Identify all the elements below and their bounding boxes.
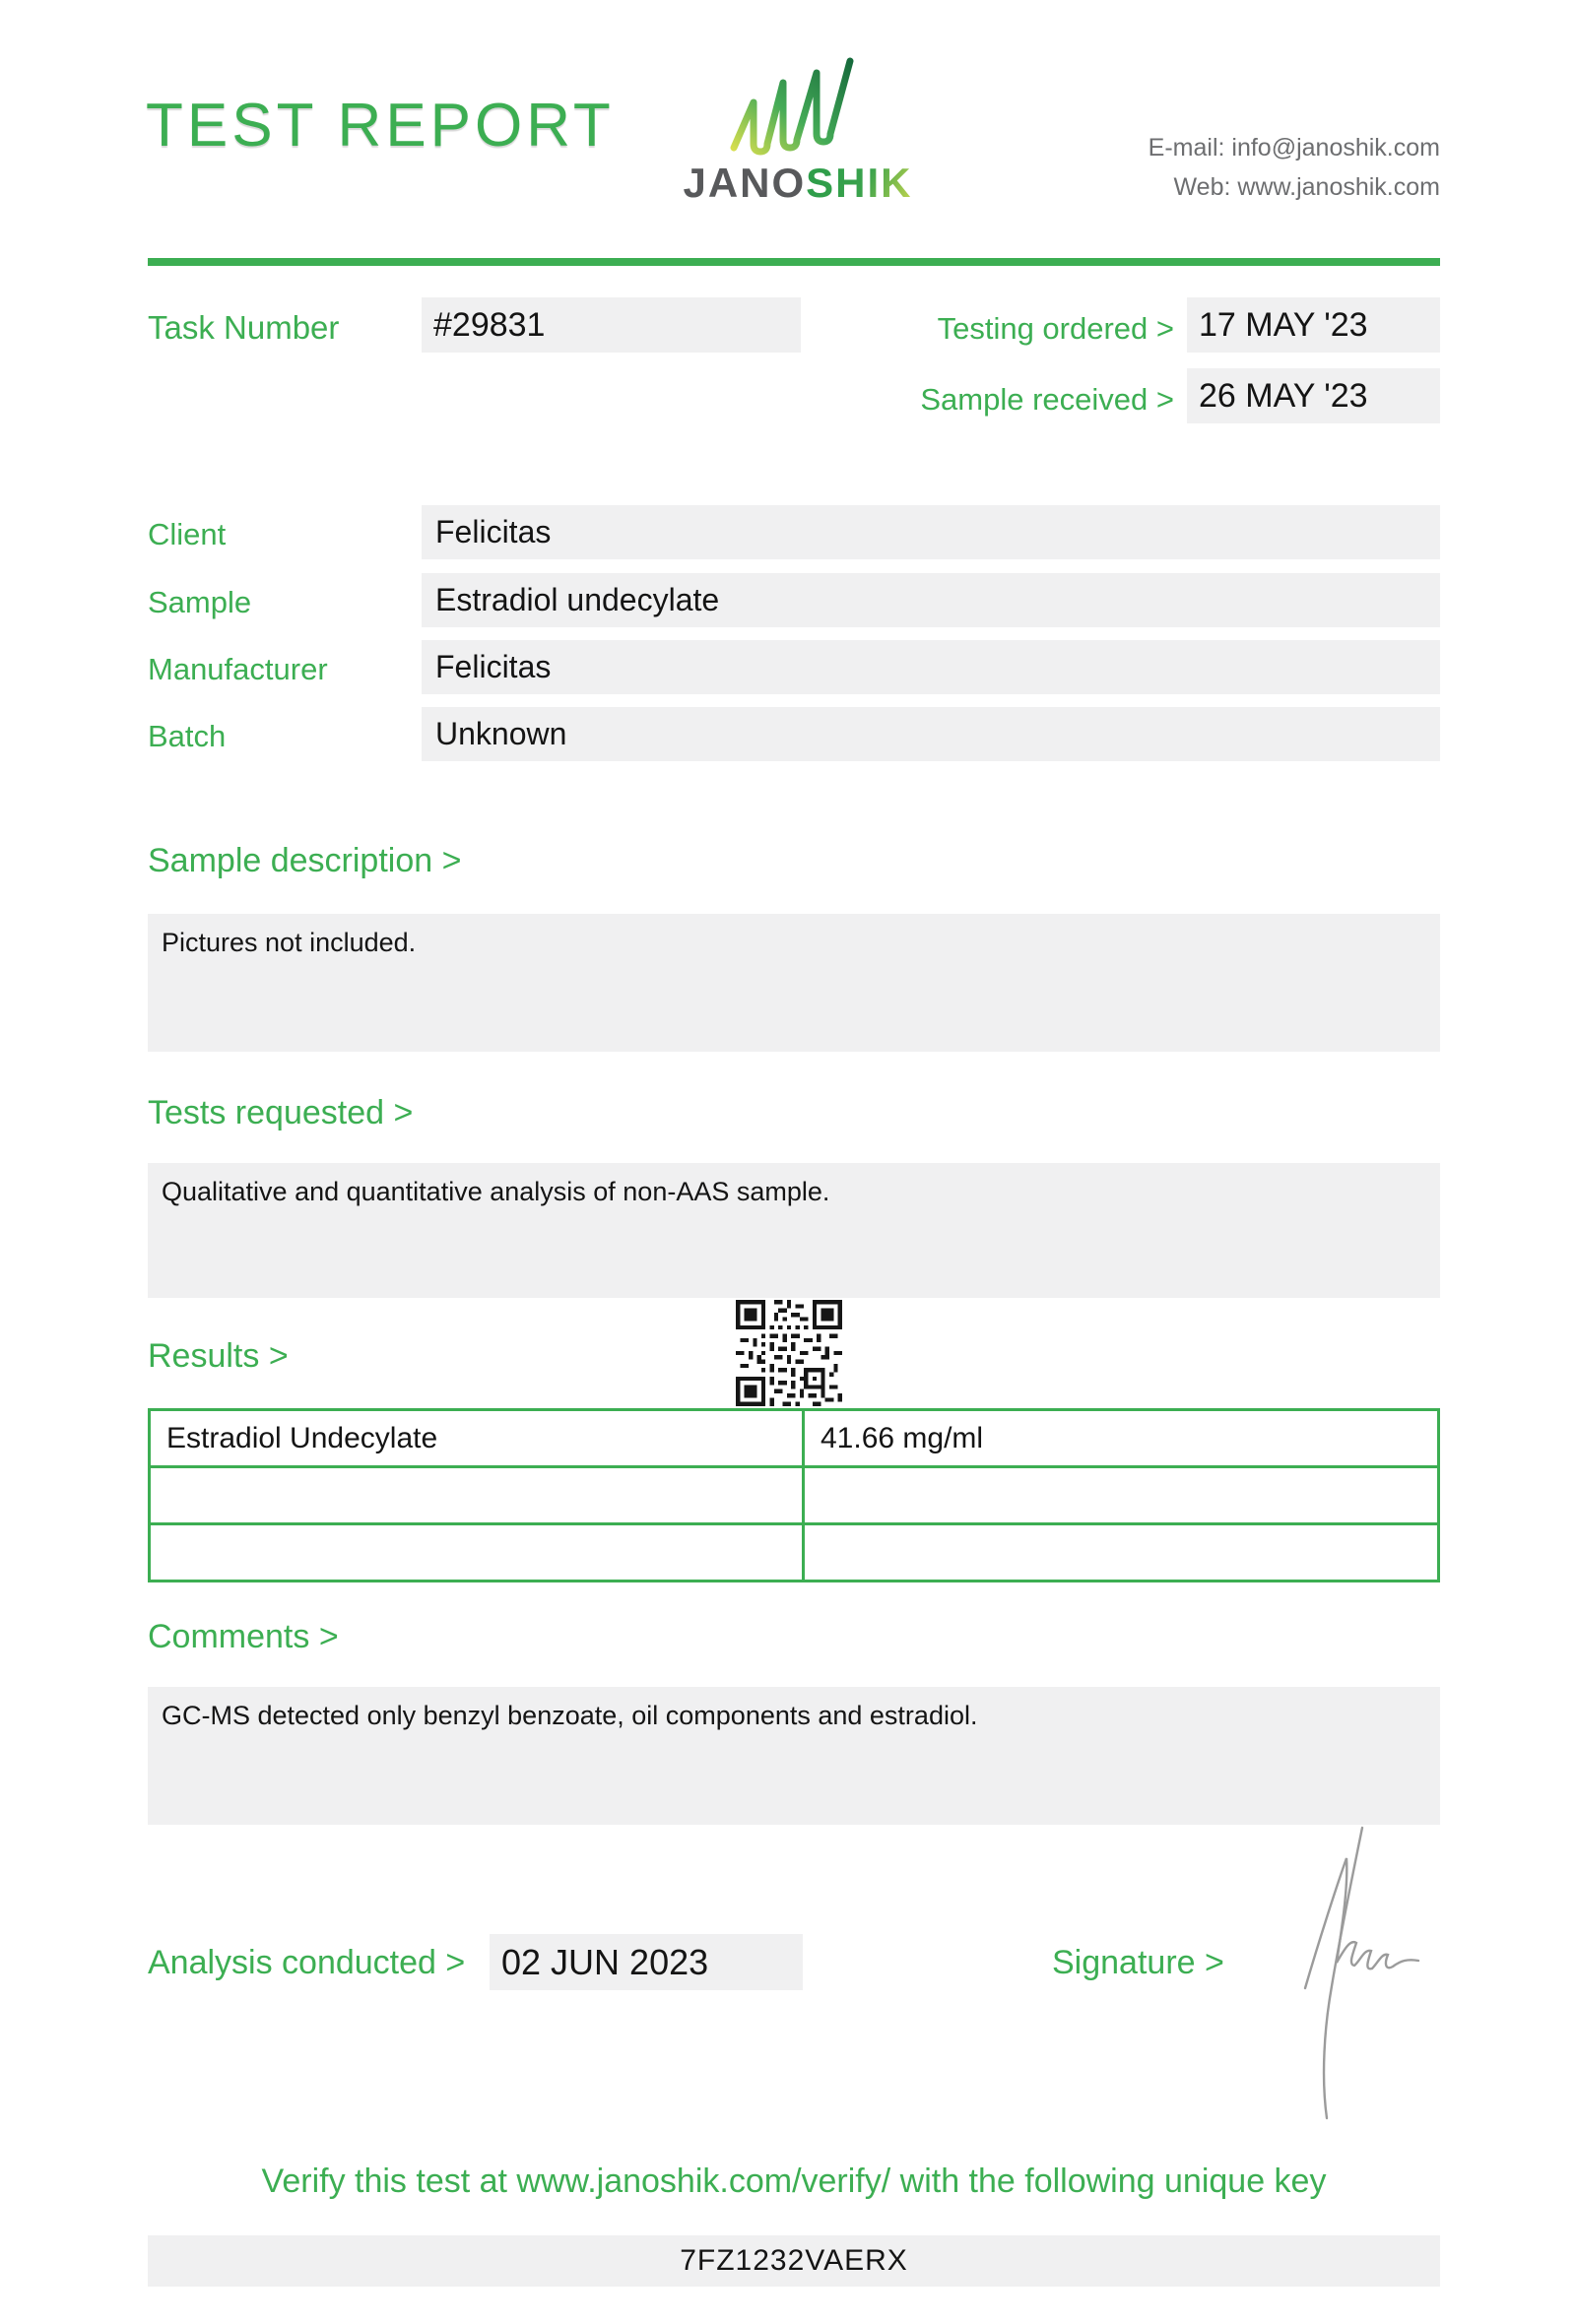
analysis-conducted-label: Analysis conducted > — [148, 1944, 466, 1981]
results-row — [150, 1467, 1439, 1524]
tests-requested-text: Qualitative and quantitative analysis of non-AAS sample. — [162, 1177, 830, 1206]
results-heading: Results > — [148, 1337, 289, 1375]
task-number-label: Task Number — [148, 309, 340, 346]
batch-label: Batch — [148, 719, 227, 753]
contact-web: Web: www.janoshik.com — [1173, 173, 1440, 201]
client-field — [422, 505, 1440, 559]
sample-description-text: Pictures not included. — [162, 928, 417, 957]
handwritten-signature — [1276, 1825, 1423, 2122]
batch-field — [422, 707, 1440, 761]
result-analyte — [150, 1524, 804, 1582]
results-row — [150, 1410, 1439, 1467]
result-value — [804, 1467, 1439, 1524]
results-row — [150, 1524, 1439, 1582]
sample-received-field — [1187, 368, 1440, 423]
analysis-conducted-field — [490, 1934, 803, 1990]
contact-info — [985, 128, 1440, 207]
sample-description-heading: Sample description > — [148, 842, 462, 879]
tests-requested-heading: Tests requested > — [148, 1094, 414, 1131]
result-analyte — [150, 1467, 804, 1524]
sample-label: Sample — [148, 585, 252, 619]
header-divider — [148, 258, 1440, 266]
testing-ordered-field — [1187, 297, 1440, 353]
result-analyte: Estradiol Undecylate — [150, 1410, 804, 1467]
sample-description-box — [148, 914, 1440, 1052]
testing-ordered-label: Testing ordered > — [937, 311, 1174, 346]
result-value — [804, 1524, 1439, 1582]
signature-label: Signature > — [1052, 1944, 1224, 1981]
testing-ordered-value: 17 MAY '23 — [1199, 306, 1368, 344]
client-label: Client — [148, 517, 227, 551]
comments-box — [148, 1687, 1440, 1825]
analysis-conducted-value: 02 JUN 2023 — [501, 1942, 709, 1982]
qr-code-icon — [736, 1300, 842, 1406]
comments-text: GC-MS detected only benzyl benzoate, oil components and estradiol. — [162, 1701, 978, 1730]
growth-chart-icon — [726, 57, 854, 160]
logo-text-primary: JANO — [683, 160, 807, 206]
comments-heading: Comments > — [148, 1618, 339, 1655]
result-value: 41.66 mg/ml — [804, 1410, 1439, 1467]
verify-instruction: Verify this test at www.janoshik.com/verify/ with the following unique key — [261, 2163, 1327, 2200]
task-number-field — [422, 297, 801, 353]
logo-text-accent: SHIK — [806, 160, 913, 206]
results-table — [148, 1408, 1440, 1582]
logo-wordmark — [650, 160, 946, 207]
unique-key-field — [148, 2235, 1440, 2287]
sample-field — [422, 573, 1440, 627]
task-number-value: #29831 — [433, 306, 546, 344]
tests-requested-box — [148, 1163, 1440, 1298]
batch-value: Unknown — [435, 716, 567, 751]
sample-value: Estradiol undecylate — [435, 582, 720, 617]
contact-email: E-mail: info@janoshik.com — [1148, 134, 1440, 161]
unique-key-value: 7FZ1232VAERX — [680, 2244, 908, 2277]
sample-received-value: 26 MAY '23 — [1199, 377, 1368, 415]
manufacturer-field — [422, 640, 1440, 694]
client-value: Felicitas — [435, 514, 552, 549]
manufacturer-label: Manufacturer — [148, 652, 328, 686]
report-title: TEST REPORT — [146, 92, 615, 160]
sample-received-label: Sample received > — [920, 382, 1174, 417]
manufacturer-value: Felicitas — [435, 649, 552, 684]
